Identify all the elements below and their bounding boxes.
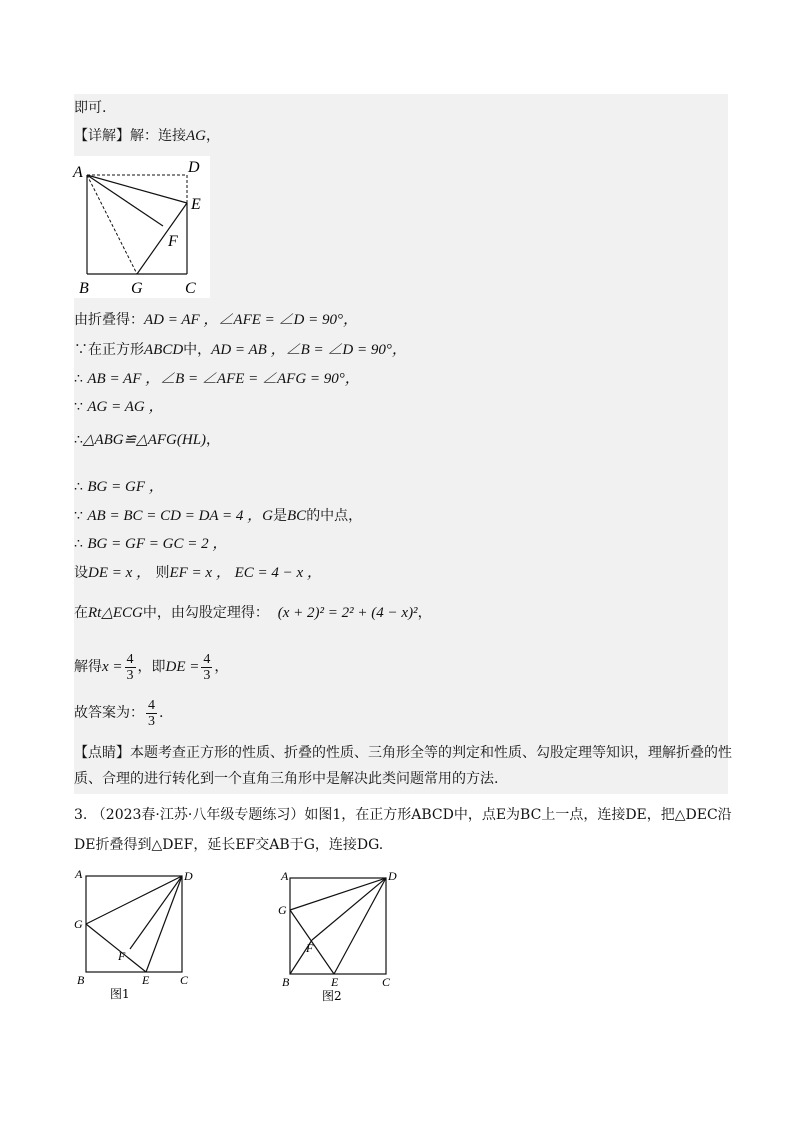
line-ag-ag: ∵ AG = AG ， xyxy=(74,399,164,415)
fig2-label-d: D xyxy=(388,869,397,883)
fraction-answer: $\frac{4}{3}$ xyxy=(148,697,155,729)
fig2-label-a: A xyxy=(281,869,289,883)
line-detail-intro: 【详解】解：连接AG， xyxy=(74,128,220,144)
fig2-label-f: F xyxy=(306,941,314,955)
fig2-label-b: B xyxy=(282,975,290,989)
comment-tag: 【点睛】 xyxy=(74,745,130,761)
fig1-label-c: C xyxy=(180,973,189,987)
fig1-label-e: E xyxy=(142,973,150,987)
line-pythagoras: 在Rt△ECG中，由勾股定理得： (x + 2)² = 2² + (4 − x)²， xyxy=(74,605,432,621)
figure-2 xyxy=(276,862,406,1002)
fig1-caption: 图1 xyxy=(110,987,130,1001)
top-label-d: D xyxy=(188,159,200,176)
top-label-b: B xyxy=(79,280,89,297)
line-bg-gf: ∴ BG = GF ， xyxy=(74,479,164,495)
fraction-de: $\frac{4}{3}$ xyxy=(203,651,211,683)
fig1-label-b: B xyxy=(77,973,85,987)
line-lengths: ∵ AB = BC = CD = DA = 4 ，G是BC的中点， xyxy=(74,508,363,524)
fig2-caption: 图2 xyxy=(322,989,342,1002)
fig2-label-c: C xyxy=(382,975,391,989)
top-label-f: F xyxy=(168,233,178,250)
fig1-label-g: G xyxy=(74,917,83,931)
line-fold: 由折叠得：AD = AF ，∠AFE = ∠D = 90°， xyxy=(74,312,358,328)
line-answer: 故答案为： $\frac{4}{3}$ . xyxy=(74,697,164,729)
fig1-label-d: D xyxy=(184,869,193,883)
fig2-label-e: E xyxy=(331,975,339,989)
line-gc: ∴ BG = GF = GC = 2 ， xyxy=(74,536,228,552)
line-solution: 解得x = $\frac{4}{3}$ ，即DE = $\frac{4}{3}$ ， xyxy=(74,651,229,683)
fraction-x: $\frac{4}{3}$ xyxy=(126,651,134,683)
line-congruent: ∴△ABG≌△AFG(HL)， xyxy=(74,432,221,448)
top-label-a: A xyxy=(73,164,83,181)
comment-paragraph: 【点睛】本题考查正方形的性质、折叠的性质、三角形全等的判定和性质、勾股定理等知识，理解折叠的性质、合理的进行转化到一个直角三角形中是解决此类问题常用的方法. xyxy=(74,745,732,787)
fig2-label-g: G xyxy=(278,903,287,917)
detail-tag: 【详解】 xyxy=(74,128,130,144)
fig1-label-a: A xyxy=(75,867,83,881)
fig1-label-f: F xyxy=(118,949,126,963)
top-label-g: G xyxy=(131,280,143,297)
line-square-props: ∵在正方形ABCD中，AD = AB ，∠B = ∠D = 90°， xyxy=(74,342,407,358)
line-set-de: 设DE = x ， 则EF = x ， EC = 4 − x ， xyxy=(74,565,322,581)
problem-3-statement: 3. （2023春·江苏·八年级专题练习）如图1，在正方形ABCD中，点E为BC上一点，连接DE，把△DEC沿DE折叠得到△DEF，延长EF交AB于G，连接DG. xyxy=(74,807,732,853)
top-label-c: C xyxy=(185,280,196,297)
top-label-e: E xyxy=(191,196,201,213)
figure-1 xyxy=(70,862,200,1002)
line-ji-ke: 即可. xyxy=(74,100,107,116)
figure-top-square xyxy=(70,156,210,298)
line-ab-af: ∴ AB = AF ，∠B = ∠AFE = ∠AFG = 90°， xyxy=(74,371,360,387)
